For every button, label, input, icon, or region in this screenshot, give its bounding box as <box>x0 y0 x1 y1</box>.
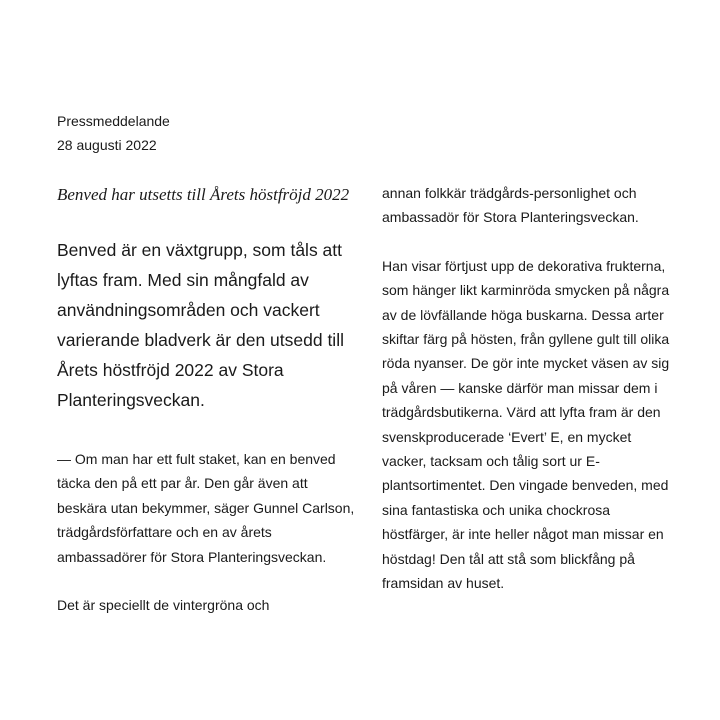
left-column <box>57 180 357 641</box>
continuation-paragraph: annan folkkär trädgårds-personlighet och ambassadör för Stora Planteringsveckan. <box>382 185 639 226</box>
continued-paragraph: Det är speciellt de vintergröna och <box>57 597 270 614</box>
article-heading: Benved har utsetts till Årets höstfröjd 2022 <box>57 185 350 204</box>
document-date: 28 augusti 2022 <box>57 137 157 153</box>
lead-paragraph: Benved är en växtgrupp, som tåls att lyftas fram. Med sin mångfald av användningsområden och vackert varierande bladverk är den utsedd till Årets höstfröjd 2022 av Stora Planteringsveckan. <box>57 240 344 410</box>
quote-paragraph: — Om man har ett fult staket, kan en benved täcka den på ett par år. Den går även att beskära utan bekymmer, säger Gunnel Carlson, trädgårdsförfattare och en av årets ambassadörer för Stora Planteringsveckan. <box>57 451 355 565</box>
document-header <box>57 109 170 157</box>
right-column <box>382 180 677 620</box>
body-paragraph: Han visar förtjust upp de dekorativa frukterna, som hänger likt karminröda smycken på några av de lövfällande höga buskarna. Dessa arter skiftar färg på hösten, från gyllene gult till olika röda nyanser. De gör inte mycket väsen av sig på våren — kanske därför man missar dem i trädgårdsbutikerna. Värd att lyfta fram är den svenskproducerade ‘Evert’ E, en mycket vacker, tacksam och tålig sort ur E-plantsortimentet. Den vingade benveden, med sina fantastiska och unika chockrosa höstfärger, är inte heller något man missar en höstdag! Den tål att stå som blickfång på framsidan av huset. <box>382 257 670 592</box>
document-type-label: Pressmeddelande <box>57 113 170 129</box>
